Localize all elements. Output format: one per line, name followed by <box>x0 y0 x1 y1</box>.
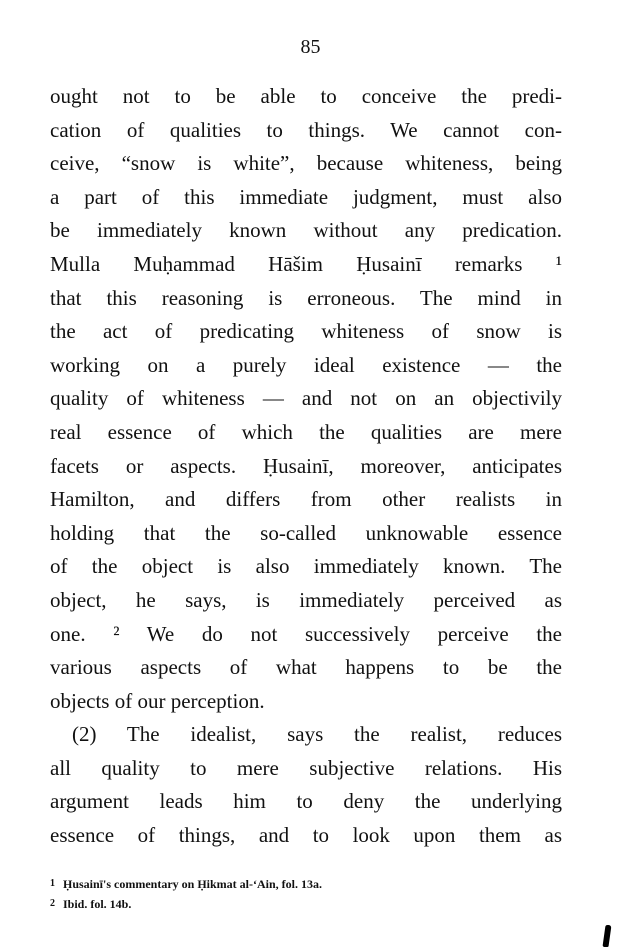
footnote-mark: 2 <box>50 898 55 909</box>
footnote-mark: 1 <box>50 878 55 889</box>
footnote <box>50 894 562 914</box>
text-line: ceive, “snow is white”, because whiteness, being <box>50 151 562 176</box>
text-line: the act of predicating whiteness of snow is <box>50 319 562 344</box>
text-line: various aspects of what happens to be the <box>50 655 562 680</box>
text-line: Mulla Muḥammad Hāšim Ḥusainī remarks ¹ <box>50 251 562 276</box>
text-line: ought not to be able to conceive the predi- <box>50 84 562 108</box>
text-line: facets or aspects. Ḥusainī, moreover, anticipates <box>50 453 562 478</box>
paragraph-end-line: objects of our perception. <box>50 688 265 713</box>
footnote-text: Ḥusainī's commentary on Ḥikmat al-‘Ain, fol. 13a. <box>63 877 323 891</box>
text-line: one. ² We do not successively perceive the <box>50 621 562 646</box>
body-text <box>50 80 562 853</box>
paragraph-start-line: (2) The idealist, says the realist, reduces <box>72 722 562 747</box>
text-line: a part of this immediate judgment, must also <box>50 184 562 209</box>
footnote-text: Ibid. fol. 14b. <box>63 897 132 911</box>
text-line: Hamilton, and differs from other realists in <box>50 487 562 512</box>
text-line: quality of whiteness — and not on an objectivily <box>50 386 562 411</box>
page-number: 85 <box>300 36 321 58</box>
text-line: working on a purely ideal existence — the <box>50 352 562 377</box>
text-line: cation of qualities to things. We cannot con- <box>50 117 562 142</box>
footnotes <box>50 874 562 914</box>
text-line: holding that the so-called unknowable essence <box>50 520 562 545</box>
text-line: that this reasoning is erroneous. The mind in <box>50 285 562 310</box>
text-line: real essence of which the qualities are mere <box>50 419 562 444</box>
scan-edge-mark <box>602 925 611 947</box>
footnote <box>50 874 562 894</box>
text-line: object, he says, is immediately perceived as <box>50 587 562 612</box>
text-line: of the object is also immediately known. The <box>50 554 562 579</box>
text-line: all quality to mere subjective relations. His <box>50 755 562 780</box>
text-line: be immediately known without any predication. <box>50 218 562 243</box>
text-line: essence of things, and to look upon them as <box>50 823 562 848</box>
text-line: argument leads him to deny the underlying <box>50 789 562 814</box>
